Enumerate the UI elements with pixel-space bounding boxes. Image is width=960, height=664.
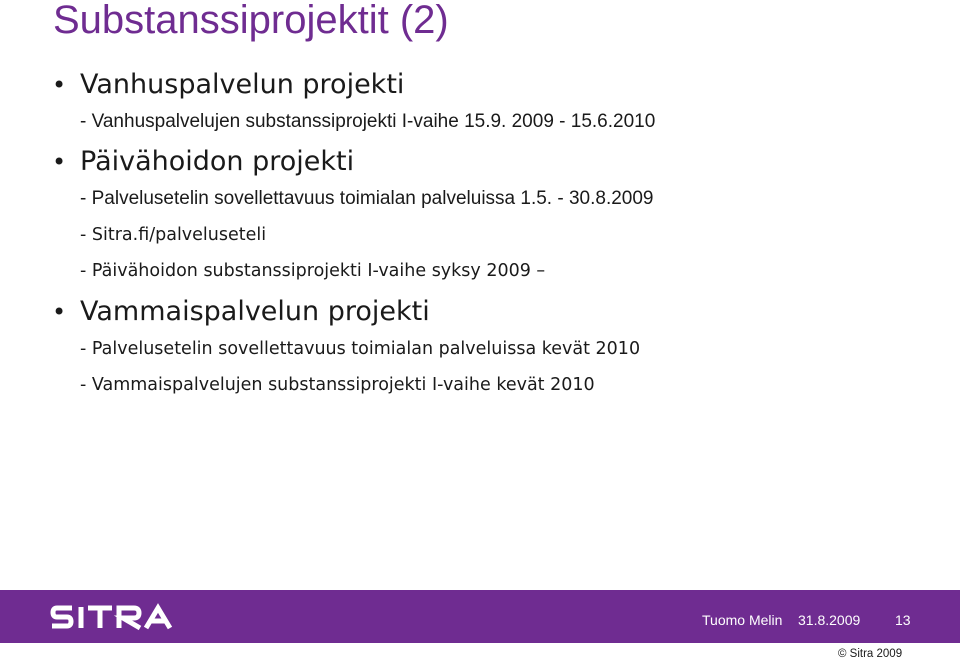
sub-item: - Palvelusetelin sovellettavuus toimialan palveluissa kevät 2010 <box>80 339 641 359</box>
bullet-text: Vanhuspalvelun projekti <box>80 69 405 100</box>
bullet-dot-icon: • <box>52 298 67 326</box>
footer-date: 31.8.2009 <box>798 612 861 628</box>
sub-item: - Vammaispalvelujen substanssiprojekti I-vaihe kevät 2010 <box>80 375 595 395</box>
bullet-item-vanhuspalvelu <box>50 66 950 104</box>
bullet-dot-icon: • <box>52 148 67 176</box>
bullet-dot-icon: • <box>52 71 67 99</box>
bullet-item-vammaispalvelu <box>50 293 950 331</box>
copyright: © Sitra 2009 <box>838 648 903 660</box>
bullet-text: Vammaispalvelun projekti <box>80 296 430 327</box>
sitra-logo-icon <box>50 603 175 633</box>
footer-bar <box>0 590 960 643</box>
slide-content <box>50 66 950 403</box>
sub-item: - Vanhuspalvelujen substanssiprojekti I-vaihe 15.9. 2009 - 15.6.2010 <box>80 111 656 132</box>
bullet-text: Päivähoidon projekti <box>80 146 355 177</box>
sitra-logo <box>50 603 175 637</box>
sub-item: - Päivähoidon substanssiprojekti I-vaihe syksy 2009 – <box>80 261 546 281</box>
sub-item-link: - Sitra.fi/palveluseteli <box>80 225 267 245</box>
sub-item: - Palvelusetelin sovellettavuus toimialan palveluissa 1.5. - 30.8.2009 <box>80 188 654 209</box>
footer-page-number: 13 <box>895 612 911 628</box>
bullet-item-paivahoito <box>50 143 950 181</box>
footer-author: Tuomo Melin <box>702 612 783 628</box>
slide-title: Substanssiprojektit (2) <box>53 0 449 42</box>
